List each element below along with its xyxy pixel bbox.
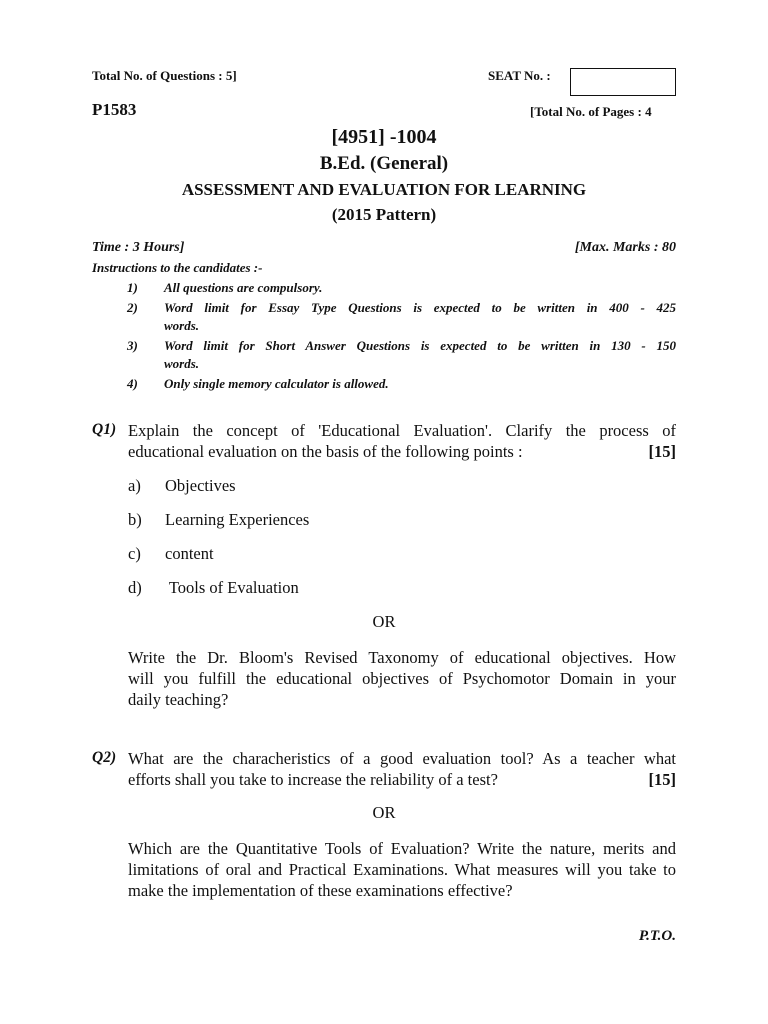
option-text: Learning Experiences [165, 510, 310, 529]
q2-line-1: What are the characheristics of a good evaluation tool? As a teacher what [128, 749, 676, 768]
q1-alt-line-3: daily teaching? [128, 690, 229, 709]
option-letter: a) [128, 476, 141, 495]
instruction-text: words. [164, 318, 200, 333]
exam-code: [4951] -1004 [331, 126, 437, 148]
seat-label: SEAT No. : [488, 68, 551, 83]
total-pages: [Total No. of Pages : 4 [530, 104, 652, 119]
q2-marks: [15] [648, 770, 676, 789]
paper-code: P1583 [92, 100, 137, 119]
seat-number-box [570, 68, 676, 96]
instruction-text: Word limit for Essay Type Questions is expected to be written in 400 - 425 [164, 300, 676, 315]
pattern-title: (2015 Pattern) [331, 205, 437, 224]
instruction-text: All questions are compulsory. [164, 280, 323, 295]
or-separator: OR [372, 803, 396, 822]
option-letter: d) [128, 578, 142, 597]
question-label-q1: Q1) [92, 421, 117, 438]
question-label-q2: Q2) [92, 749, 117, 766]
instructions-heading: Instructions to the candidates :- [92, 260, 263, 275]
q1-line-1: Explain the concept of 'Educational Evaluation'. Clarify the process of [128, 421, 676, 440]
or-separator: OR [372, 612, 396, 631]
q1-marks: [15] [648, 442, 676, 461]
instruction-number: 4) [127, 376, 138, 391]
instruction-number: 1) [127, 280, 138, 295]
q1-alt-line-2: will you fulfill the educational objectives of Psychomotor Domain in your [128, 669, 676, 688]
option-letter: b) [128, 510, 142, 529]
max-marks: [Max. Marks : 80 [574, 240, 676, 255]
q1-alt-line-1: Write the Dr. Bloom's Revised Taxonomy of educational objectives. How [128, 648, 676, 667]
instruction-text: Only single memory calculator is allowed. [164, 376, 389, 391]
course-title: B.Ed. (General) [319, 153, 449, 174]
option-letter: c) [128, 544, 141, 563]
instruction-number: 2) [127, 300, 138, 315]
instruction-text: words. [164, 356, 200, 371]
subject-title: ASSESSMENT AND EVALUATION FOR LEARNING [181, 180, 587, 199]
q1-line-2: educational evaluation on the basis of the following points : [128, 442, 523, 461]
option-text: content [165, 544, 214, 563]
instruction-number: 3) [127, 338, 138, 353]
option-text: Tools of Evaluation [165, 578, 299, 597]
time-limit: Time : 3 Hours] [92, 240, 185, 255]
pto-note: P.T.O. [638, 928, 676, 944]
q2-line-2: efforts shall you take to increase the reliability of a test? [128, 770, 498, 789]
q2-alt-line-1: Which are the Quantitative Tools of Evaluation? Write the nature, merits and [128, 839, 676, 858]
q2-alt-line-3: make the implementation of these examinations effective? [128, 881, 513, 900]
option-text: Objectives [165, 476, 236, 495]
q2-alt-line-2: limitations of oral and Practical Examinations. What measures will you take to [128, 860, 676, 879]
total-questions: Total No. of Questions : 5] [92, 68, 237, 83]
instruction-text: Word limit for Short Answer Questions is expected to be written in 130 - 150 [164, 338, 676, 353]
